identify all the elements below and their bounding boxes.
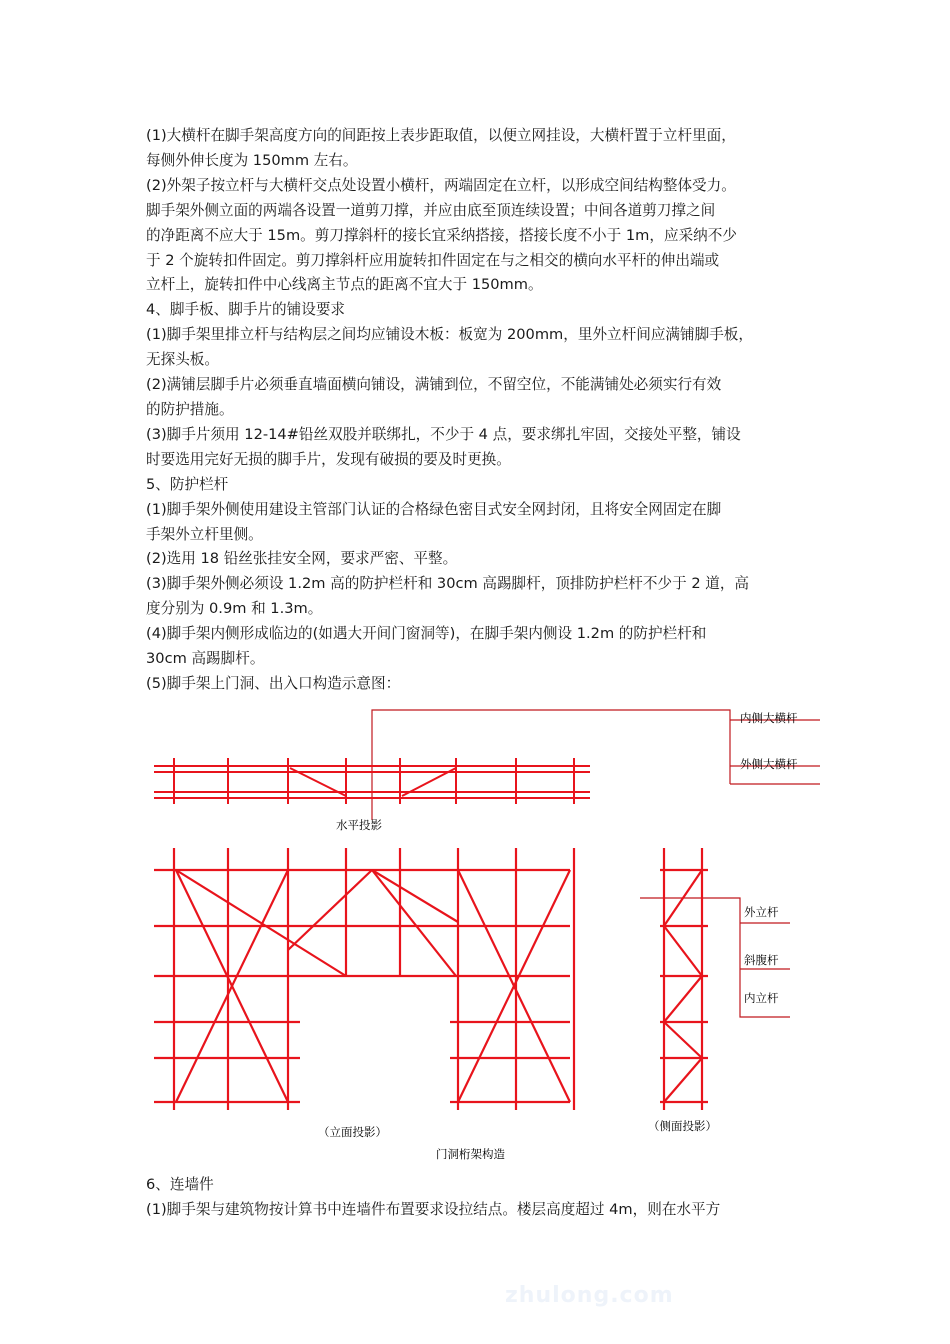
text-line: 手架外立杆里侧。 xyxy=(146,525,263,543)
text-line: (1)脚手架里排立杆与结构层之间均应铺设木板：板宽为 200mm，里外立杆间应满铺脚手板， xyxy=(146,326,753,344)
text-line: (1)大横杆在脚手架高度方向的间距按上表步距取值，以便立网挂设，大横杆置于立杆里面， xyxy=(146,127,736,144)
label-outer-ledger: 外侧大横杆 xyxy=(740,757,798,771)
scaffold-drawing xyxy=(140,700,820,1170)
text-line: (3)脚手片须用 12-14#铅丝双股并联绑扎，不少于 4 点，要求绑扎牢固，交接处平整，铺设 xyxy=(146,425,741,443)
section-heading: 6、连墙件 xyxy=(146,1176,214,1193)
text-line: (3)脚手架外侧必须设 1.2m 高的防护栏杆和 30cm 高踢脚杆，顶排防护栏杆不少于 2 道，高 xyxy=(146,575,750,593)
continued-text xyxy=(146,1172,816,1222)
label-outer-standard: 外立杆 xyxy=(744,905,779,919)
text-line: 的防护措施。 xyxy=(146,400,234,418)
elevation-view xyxy=(154,848,574,1110)
section-heading: 5、防护栏杆 xyxy=(146,475,229,493)
text-line: 度分别为 0.9m 和 1.3m。 xyxy=(146,600,323,618)
section-heading: 4、脚手板、脚手片的铺设要求 xyxy=(146,301,346,319)
text-line: 每侧外伸长度为 150mm 左右。 xyxy=(146,151,358,169)
body-text xyxy=(146,124,808,697)
text-line: (1)脚手架与建筑物按计算书中连墙件布置要求设拉结点。楼层高度超过 4m，则在水平方 xyxy=(146,1201,721,1218)
scaffold-diagram xyxy=(140,700,820,1170)
side-view xyxy=(660,848,708,1110)
text-line: 立杆上，旋转扣件中心线离主节点的距离不宜大于 150mm。 xyxy=(146,276,543,294)
label-plan-view: 水平投影 xyxy=(336,818,382,832)
caption-elevation: （立面投影） xyxy=(318,1125,387,1139)
text-line: 时要选用完好无损的脚手片，发现有破损的要及时更换。 xyxy=(146,450,511,468)
label-diagonal-brace: 斜腹杆 xyxy=(744,953,779,967)
text-line: (2)外架子按立杆与大横杆交点处设置小横杆，两端固定在立杆，以形成空间结构整体受力。 xyxy=(146,176,736,194)
figure-title: 门洞桁架构造 xyxy=(436,1147,505,1161)
text-line: (5)脚手架上门洞、出入口构造示意图： xyxy=(146,674,401,692)
text-line: (1)脚手架外侧使用建设主管部门认证的合格绿色密目式安全网封闭，且将安全网固定在脚 xyxy=(146,500,722,518)
text-line: 于 2 个旋转扣件固定。剪刀撑斜杆应用旋转扣件固定在与之相交的横向水平杆的伸出端或 xyxy=(146,251,720,269)
text-line: (2)满铺层脚手片必须垂直墙面横向铺设，满铺到位，不留空位，不能满铺处必须实行有效 xyxy=(146,376,722,394)
text-line: 无探头板。 xyxy=(146,351,219,369)
text-line: 脚手架外侧立面的两端各设置一道剪刀撑，并应由底至顶连续设置；中间各道剪刀撑之间 xyxy=(146,201,716,219)
watermark: zhulong.com xyxy=(505,1283,674,1308)
label-inner-standard: 内立杆 xyxy=(744,991,779,1005)
caption-side: （侧面投影） xyxy=(648,1119,717,1133)
label-inner-ledger: 内侧大横杆 xyxy=(740,711,798,725)
text-line: (4)脚手架内侧形成临边的(如遇大开间门窗洞等)，在脚手架内侧设 1.2m 的防护栏杆和 xyxy=(146,625,707,643)
text-line: 30cm 高踢脚杆。 xyxy=(146,650,265,668)
text-line: 的净距离不应大于 15m。剪刀撑斜杆的接长宜采纳搭接，搭接长度不小于 1m，应采纳不少 xyxy=(146,226,737,244)
text-line: (2)选用 18 铅丝张挂安全网，要求严密、平整。 xyxy=(146,550,458,568)
